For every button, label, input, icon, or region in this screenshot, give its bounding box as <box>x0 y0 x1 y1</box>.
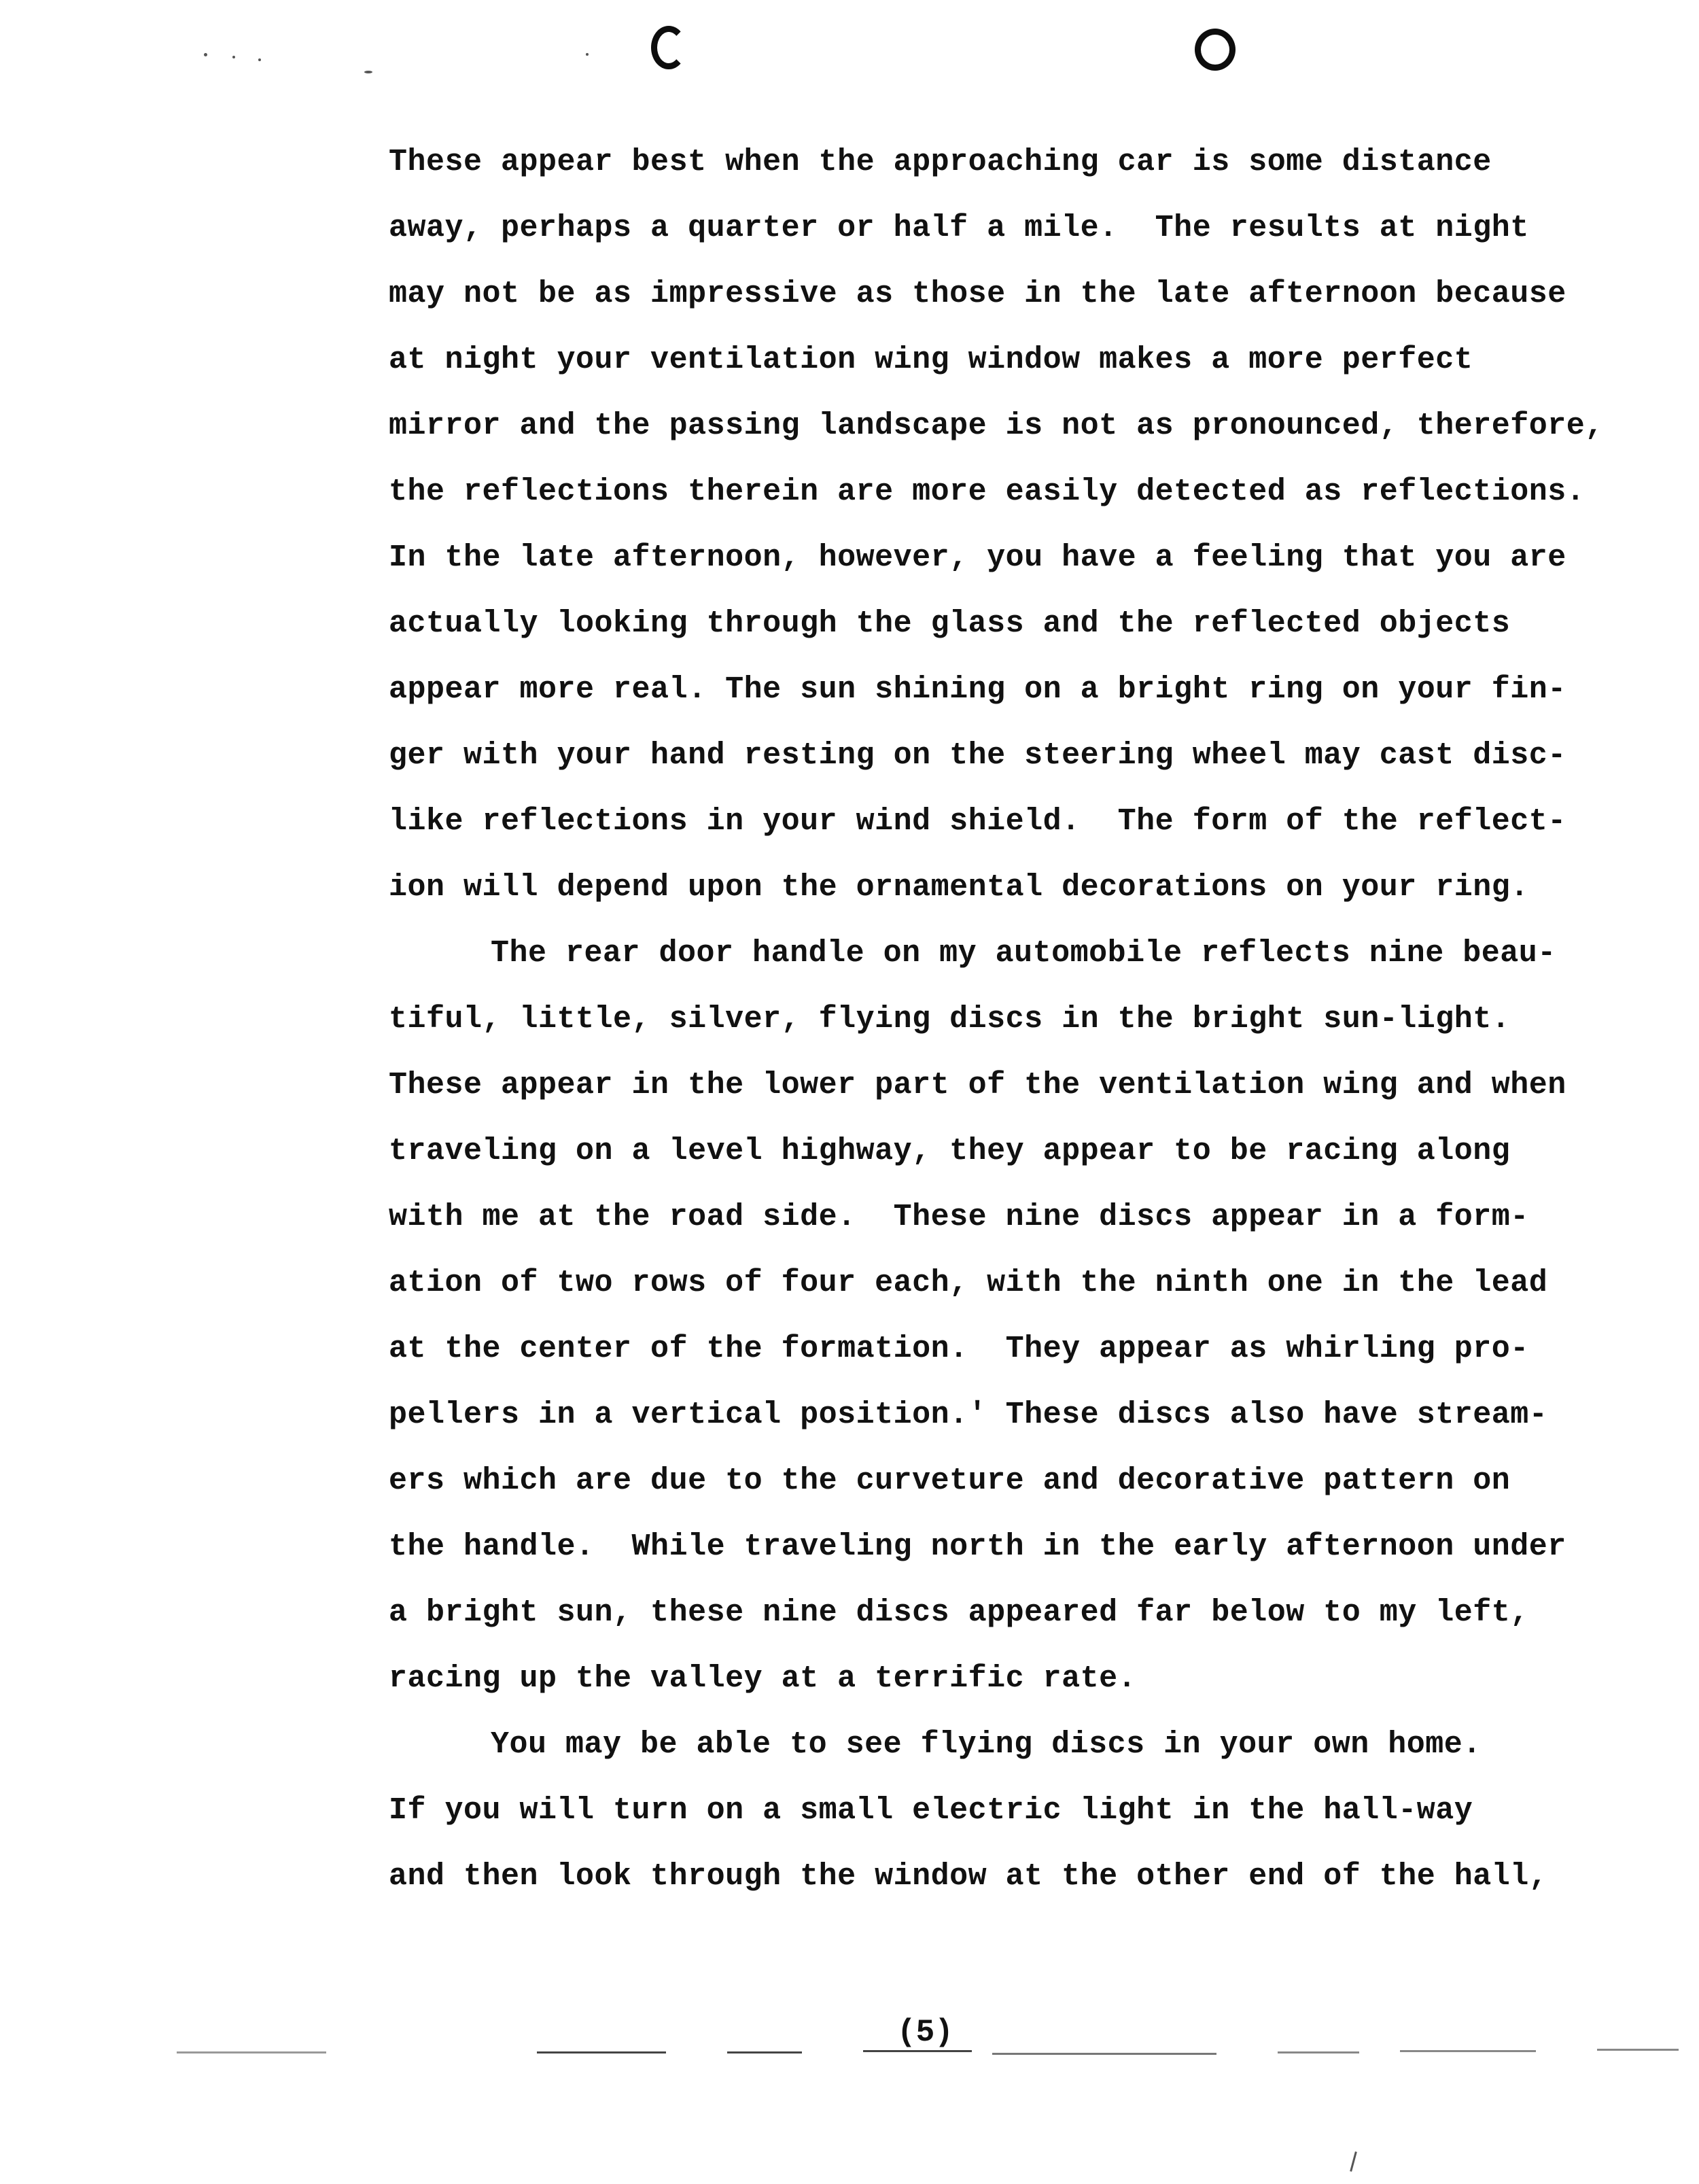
scan-speck <box>232 56 235 58</box>
text-line: appear more real. The sun shining on a bright ring on your fin- <box>389 672 1566 707</box>
text-line: like reflections in your wind shield. The form of the reflect- <box>389 804 1566 839</box>
page-number: (5) <box>897 2015 953 2050</box>
text-line: You may be able to see flying discs in your own home. <box>491 1727 1482 1762</box>
paragraph <box>389 920 1680 1712</box>
text-line: These appear in the lower part of the ventilation wing and when <box>389 1068 1566 1103</box>
text-line: ation of two rows of four each, with the ninth one in the lead <box>389 1266 1548 1300</box>
text-line: In the late afternoon, however, you have a feeling that you are <box>389 540 1566 575</box>
text-line: traveling on a level highway, they appear to be racing along <box>389 1134 1511 1168</box>
text-line: the reflections therein are more easily detected as reflections. <box>389 474 1586 509</box>
text-line: may not be as impressive as those in the late afternoon because <box>389 277 1566 311</box>
binder-punch-hole-right <box>1195 29 1236 71</box>
scan-speck <box>586 53 589 56</box>
text-line: The rear door handle on my automobile reflects nine beau- <box>491 936 1556 971</box>
scan-speck <box>258 58 261 61</box>
footer-rule <box>537 2051 666 2053</box>
footer-rule <box>177 2051 326 2053</box>
binder-punch-hole-left <box>651 26 686 69</box>
text-line: mirror and the passing landscape is not as pronounced, therefore, <box>389 409 1604 443</box>
pen-mark <box>1350 2151 1357 2172</box>
typewritten-body <box>389 129 1680 1909</box>
footer-rule <box>1400 2050 1536 2052</box>
text-line: away, perhaps a quarter or half a mile. The results at night <box>389 211 1529 245</box>
paragraph <box>389 129 1680 920</box>
paragraph <box>389 1712 1680 1909</box>
text-line: ger with your hand resting on the steering wheel may cast disc- <box>389 738 1566 773</box>
text-line: actually looking through the glass and the reflected objects <box>389 606 1511 641</box>
text-line: at the center of the formation. They appear as whirling pro- <box>389 1332 1529 1366</box>
text-line: If you will turn on a small electric light in the hall-way <box>389 1793 1473 1828</box>
text-line: at night your ventilation wing window makes a more perfect <box>389 343 1473 377</box>
scan-speck <box>364 71 372 73</box>
footer-rule <box>1597 2049 1679 2051</box>
text-line: racing up the valley at a terrific rate. <box>389 1661 1137 1696</box>
footer-rule <box>1278 2051 1359 2053</box>
text-line: a bright sun, these nine discs appeared far below to my left, <box>389 1595 1529 1630</box>
footer-rule <box>992 2053 1216 2055</box>
text-line: These appear best when the approaching car is some distance <box>389 145 1492 179</box>
scan-speck <box>204 53 207 56</box>
footer-rule <box>863 2050 972 2052</box>
footer-rule <box>727 2051 802 2053</box>
text-line: the handle. While traveling north in the early afternoon under <box>389 1529 1566 1564</box>
text-line: tiful, little, silver, flying discs in the bright sun-light. <box>389 1002 1511 1037</box>
text-line: with me at the road side. These nine discs appear in a form- <box>389 1200 1529 1234</box>
text-line: ion will depend upon the ornamental decorations on your ring. <box>389 870 1529 905</box>
text-line: and then look through the window at the other end of the hall, <box>389 1859 1548 1894</box>
text-line: pellers in a vertical position.' These discs also have stream- <box>389 1398 1548 1432</box>
text-line: ers which are due to the curveture and decorative pattern on <box>389 1463 1511 1498</box>
